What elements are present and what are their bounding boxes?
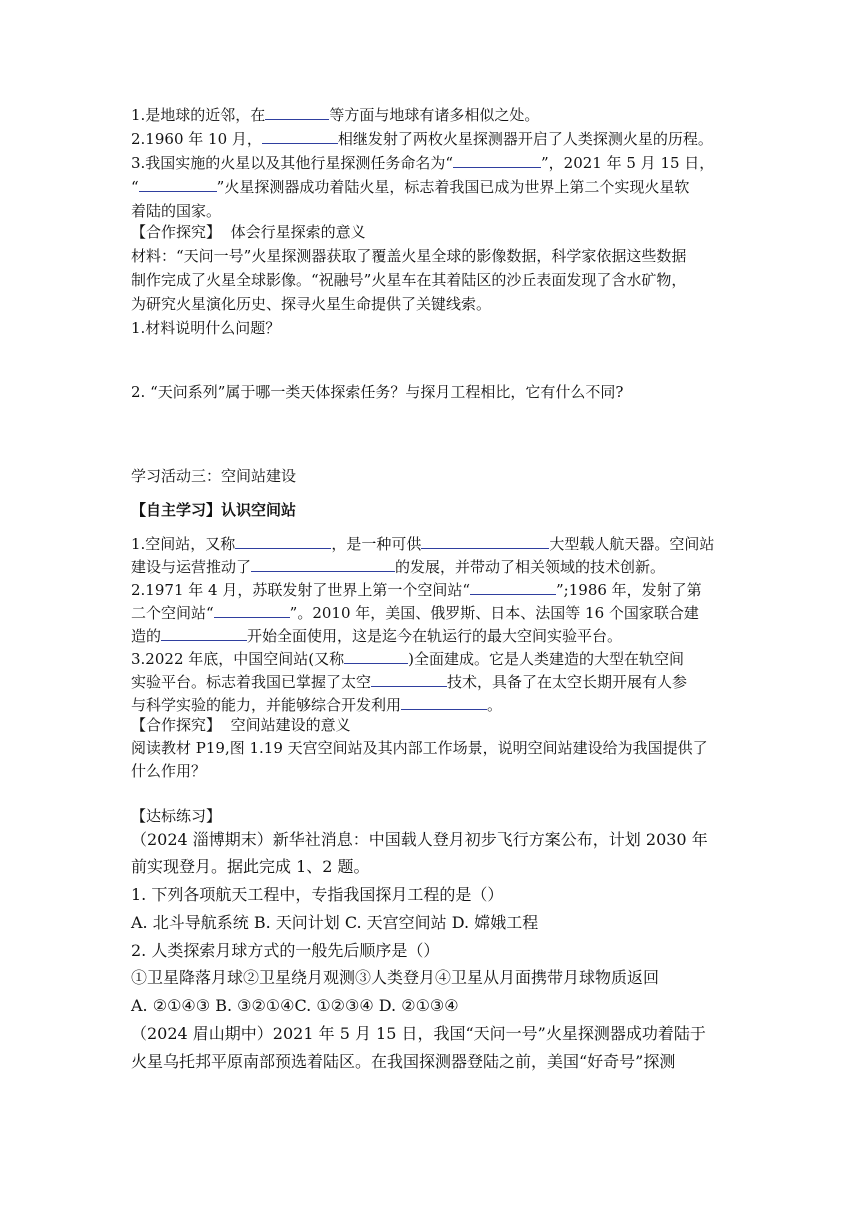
station-s1-line2 <box>131 555 665 579</box>
activity-title: 学习活动三：空间站建设 <box>131 467 297 485</box>
reading-line: 什么作用？ <box>131 762 207 780</box>
blank[interactable] <box>235 532 331 549</box>
text: 。 <box>487 696 503 714</box>
practice-heading: 【达标练习】 <box>131 807 222 825</box>
blank[interactable] <box>265 103 329 120</box>
mars-coop-heading <box>131 220 366 244</box>
text: ”火星探测器成功着陆火星，标志着我国已成为世界上第二个实现火星软 <box>216 178 690 196</box>
mars-q3-line3: 着陆的国家。 <box>131 202 222 220</box>
blank[interactable] <box>401 693 487 710</box>
text: 3.2022 年底，中国空间站(又称 <box>131 650 345 668</box>
text: 建设与运营推动了 <box>131 558 252 576</box>
station-s3-line1 <box>131 647 684 671</box>
text: “ <box>131 178 139 196</box>
blank[interactable] <box>344 647 408 664</box>
text: 相继发射了两枚火星探测器开启了人类探测火星的历程。 <box>337 130 713 148</box>
blank[interactable] <box>139 175 217 192</box>
blank[interactable] <box>161 624 247 641</box>
text: ”;1986 年，发射了第 <box>556 581 702 599</box>
practice-intro: 前实现登月。据此完成 1、2 题。 <box>131 857 370 876</box>
practice-question-1: 1. 下列各项航天工程中，专指我国探月工程的是（） <box>131 885 504 904</box>
practice-question-2: 2. 人类探索月球方式的一般先后顺序是（） <box>131 941 440 960</box>
text: ”。2010 年，美国、俄罗斯、日本、法国等 16 个国家联合建 <box>289 604 699 622</box>
section-tag: 【合作探究】 <box>131 716 222 734</box>
practice-intro: 火星乌托邦平原南部预选着陆区。在我国探测器登陆之前，美国“好奇号”探测 <box>131 1052 676 1071</box>
station-s2-line2 <box>131 601 699 625</box>
mars-question-1: 1.材料说明什么问题？ <box>131 319 281 337</box>
text: 实验平台。标志着我国已掌握了太空 <box>131 673 372 691</box>
mars-q2 <box>131 127 713 151</box>
mars-question-2: 2. “天问系列”属于哪一类天体探索任务？与探月工程相比，它有什么不同? <box>131 383 624 401</box>
text: )全面建成。它是人类建造的大型在轨空间 <box>408 650 684 668</box>
mars-q1 <box>131 103 539 127</box>
blank[interactable] <box>470 578 556 595</box>
text: 技术，具备了在太空长期开展有人参 <box>447 673 688 691</box>
section-topic: 空间站建设的意义 <box>230 716 351 734</box>
mars-q3-line1 <box>131 151 714 175</box>
section-tag: 【合作探究】 <box>131 223 222 241</box>
text: 开始全面使用，这是迄今在轨运行的最大空间实验平台。 <box>247 627 623 645</box>
station-coop-heading <box>131 713 351 737</box>
practice-question-2-items: ①卫星降落月球②卫星绕月观测③人类登月④卫星从月面携带月球物质返回 <box>131 968 660 987</box>
material-line: 为研究火星演化历史、探寻火星生命提供了关键线索。 <box>131 295 492 313</box>
blank[interactable] <box>251 555 395 572</box>
blank[interactable] <box>262 127 338 144</box>
text: 大型载人航天器。空间站 <box>549 535 715 553</box>
text: ，是一种可供 <box>331 535 422 553</box>
blank[interactable] <box>214 601 290 618</box>
mars-q3-line2 <box>131 175 689 199</box>
text: 1.空间站，又称 <box>131 535 236 553</box>
practice-intro: （2024 眉山期中）2021 年 5 月 15 日，我国“天问一号”火星探测器成功着陆于 <box>131 1024 706 1043</box>
practice-intro: （2024 淄博期末）新华社消息：中国载人登月初步飞行方案公布，计划 2030 年 <box>131 830 708 849</box>
station-s2-line1 <box>131 578 702 602</box>
text: 造的 <box>131 627 162 645</box>
text: ”，2021 年 5 月 15 日， <box>540 154 715 172</box>
text: 等方面与地球有诸多相似之处。 <box>329 106 540 124</box>
section-tag: 【自主学习】 <box>131 501 222 519</box>
text: 2.1971 年 4 月，苏联发射了世界上第一个空间站“ <box>131 581 471 599</box>
blank[interactable] <box>421 532 549 549</box>
text: 2.1960 年 10 月， <box>131 130 262 148</box>
blank[interactable] <box>371 670 447 687</box>
blank[interactable] <box>453 151 541 168</box>
section-topic: 体会行星探索的意义 <box>230 223 366 241</box>
reading-line: 阅读教材 P19,图 1.19 天宫空间站及其内部工作场景，说明空间站建设给为我国提供了 <box>131 739 708 757</box>
text: 1.是地球的近邻，在 <box>131 106 266 124</box>
practice-question-2-options: A. ②①④③ B. ③②①④C. ①②③④ D. ②①③④ <box>131 996 459 1015</box>
text: 二个空间站“ <box>131 604 214 622</box>
text: 的发展，并带动了相关领域的技术创新。 <box>395 558 666 576</box>
station-s1-line1 <box>131 532 714 556</box>
self-study-heading <box>131 498 296 522</box>
station-s3-line2 <box>131 670 687 694</box>
practice-question-1-options: A. 北斗导航系统 B. 天问计划 C. 天宫空间站 D. 嫦娥工程 <box>131 913 539 932</box>
station-s2-line3 <box>131 624 622 648</box>
material-line: 制作完成了火星全球影像。“祝融号”火星车在其着陆区的沙丘表面发现了含水矿物， <box>131 271 687 289</box>
text: 与科学实验的能力，并能够综合开发利用 <box>131 696 402 714</box>
section-topic: 认识空间站 <box>221 501 297 519</box>
material-line: 材料：“天问一号”火星探测器获取了覆盖火星全球的影像数据，科学家依据这些数据 <box>131 247 687 265</box>
text: 3.我国实施的火星以及其他行星探测任务命名为“ <box>131 154 453 172</box>
